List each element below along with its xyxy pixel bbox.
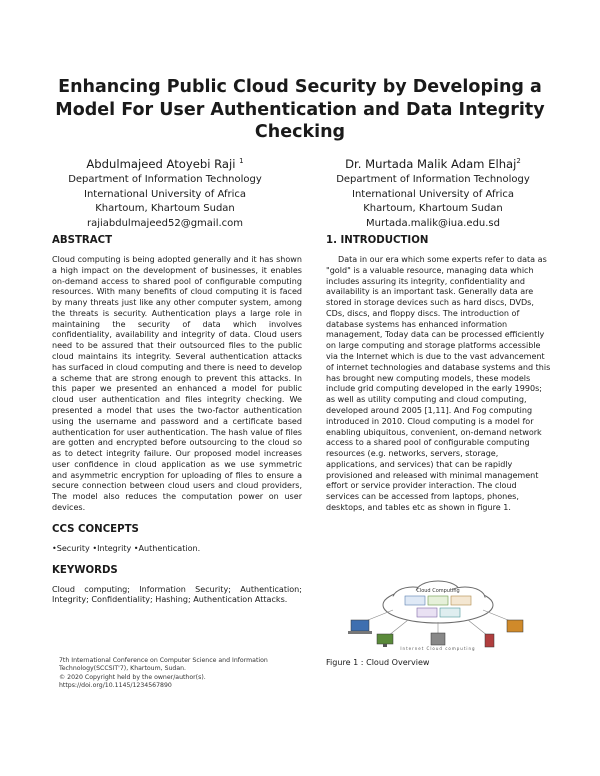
author-affiliation-marker: 2 — [516, 157, 521, 165]
intro-heading: 1. INTRODUCTION — [326, 235, 429, 246]
author-department: Department of Information Technology — [68, 173, 262, 185]
author-name: Abdulmajeed Atoyebi Raji — [86, 156, 236, 171]
ccs-text: •Security •Integrity •Authentication. — [52, 543, 201, 553]
tablet-icon — [507, 620, 523, 632]
laptop-icon — [348, 620, 372, 634]
left-column — [52, 234, 302, 606]
desktop-icon — [377, 634, 393, 647]
author-university: International University of Africa — [84, 188, 246, 200]
paper-title: Enhancing Public Cloud Security by Developing a Model For User Authentication and Data Integrity Checking — [55, 77, 545, 142]
author-city: Khartoum, Khartoum Sudan — [363, 203, 503, 215]
author-email: Murtada.malik@iua.edu.sd — [366, 218, 500, 230]
author-department: Department of Information Technology — [336, 173, 530, 185]
phone-icon — [485, 634, 494, 647]
footnote-doi: https://doi.org/10.1145/1234567890 — [59, 682, 172, 690]
author-block-2 — [308, 153, 558, 232]
author-university: International University of Africa — [352, 188, 514, 200]
figure-bottom-label: Internet Cloud computing — [400, 646, 476, 651]
intro-text: Data in our era which some experts refer to data as "gold" is a valuable resource, managing data which includes assuring its integrity, confidentiality and availability is an important task. Generally data are stored in storage devices such as hard discs, DVDs, CDs, discs, and floppy discs. The introduction of database systems has enhanced information management, Today data can be processed efficiently on large computing and storage platforms accessible via the Internet which is due to the vast advancement of internet technologies and database systems and this has brought new computing models, these models include grid computing developed in the early 1990s; as well as utility computing and cloud computing, developed around 2005 [1,11]. And Fog computing introduced in 2010. Cloud computing is a model for enabling ubiquitous, convenient, on-demand network access to a shared pool of configurable computing resources (e.g. networks, servers, storage, applications, and services) that can be rapidly provisioned and released with minimal management effort or service provider interaction. The cloud services can be accessed from laptops, phones, desktops, and tables etc as shown in figure 1. — [326, 255, 551, 512]
author-email: rajiabdulmajeed52@gmail.com — [86, 218, 244, 230]
figure-caption: Figure 1 : Cloud Overview — [326, 658, 430, 667]
footnote-conference: 7th International Conference on Computer Science and Information Technology(SCCSIT'7), Khartoum, Sudan. — [59, 657, 268, 673]
right-column — [326, 234, 551, 514]
footnote — [59, 657, 304, 691]
footnote-copyright: © 2020 Copyright held by the owner/author(s). — [59, 673, 206, 681]
cloud-label: Cloud Computing — [416, 588, 460, 594]
author-affiliation-marker: 1 — [239, 157, 244, 165]
ccs-heading: CCS CONCEPTS — [52, 523, 139, 535]
author-block-1 — [40, 153, 290, 232]
author-city: Khartoum, Khartoum Sudan — [95, 203, 235, 215]
server-icon — [431, 633, 445, 645]
abstract-heading: ABSTRACT — [52, 235, 113, 246]
cloud-overview-figure — [333, 578, 543, 651]
author-name: Dr. Murtada Malik Adam Elhaj — [345, 156, 517, 171]
abstract-text: Cloud computing is being adopted generally and it has shown a high impact on the development of businesses, it enables on-demand access to shared pool of configurable computing resources. With many benefits of cloud computing it is faced by many threats just like any other computer system, among the threats is security. Authentication plays a large role in maintaining the security of data which involves confidentiality, availability and integrity of data. Cloud users need to be assured that their outsourced files to the public cloud maintains its integrity. Several authentication attacks has surfaced in cloud computing and there is need to develop a scheme that are strong enough to prevent this attacks. In this paper we presented an enhanced a model for public cloud user authentication and files integrity checking. We presented a model that uses the two-factor authentication using the username and password and a certificate based authentication for user authentication. The hash value of files are gotten and encrypted before outsourcing to the cloud so as to detect integrity failure. Our proposed model increases user confidence in cloud application as we use symmetric and asymmetric encryption for uploading of files to ensure a secure connection between cloud users and cloud providers, The model also reduces the computation power on user devices. — [52, 255, 302, 512]
keywords-heading: KEYWORDS — [52, 564, 118, 576]
keywords-text: Cloud computing; Information Security; Authentication; Integrity; Confidentiality; Hashing; Authentication Attacks. — [52, 584, 302, 605]
